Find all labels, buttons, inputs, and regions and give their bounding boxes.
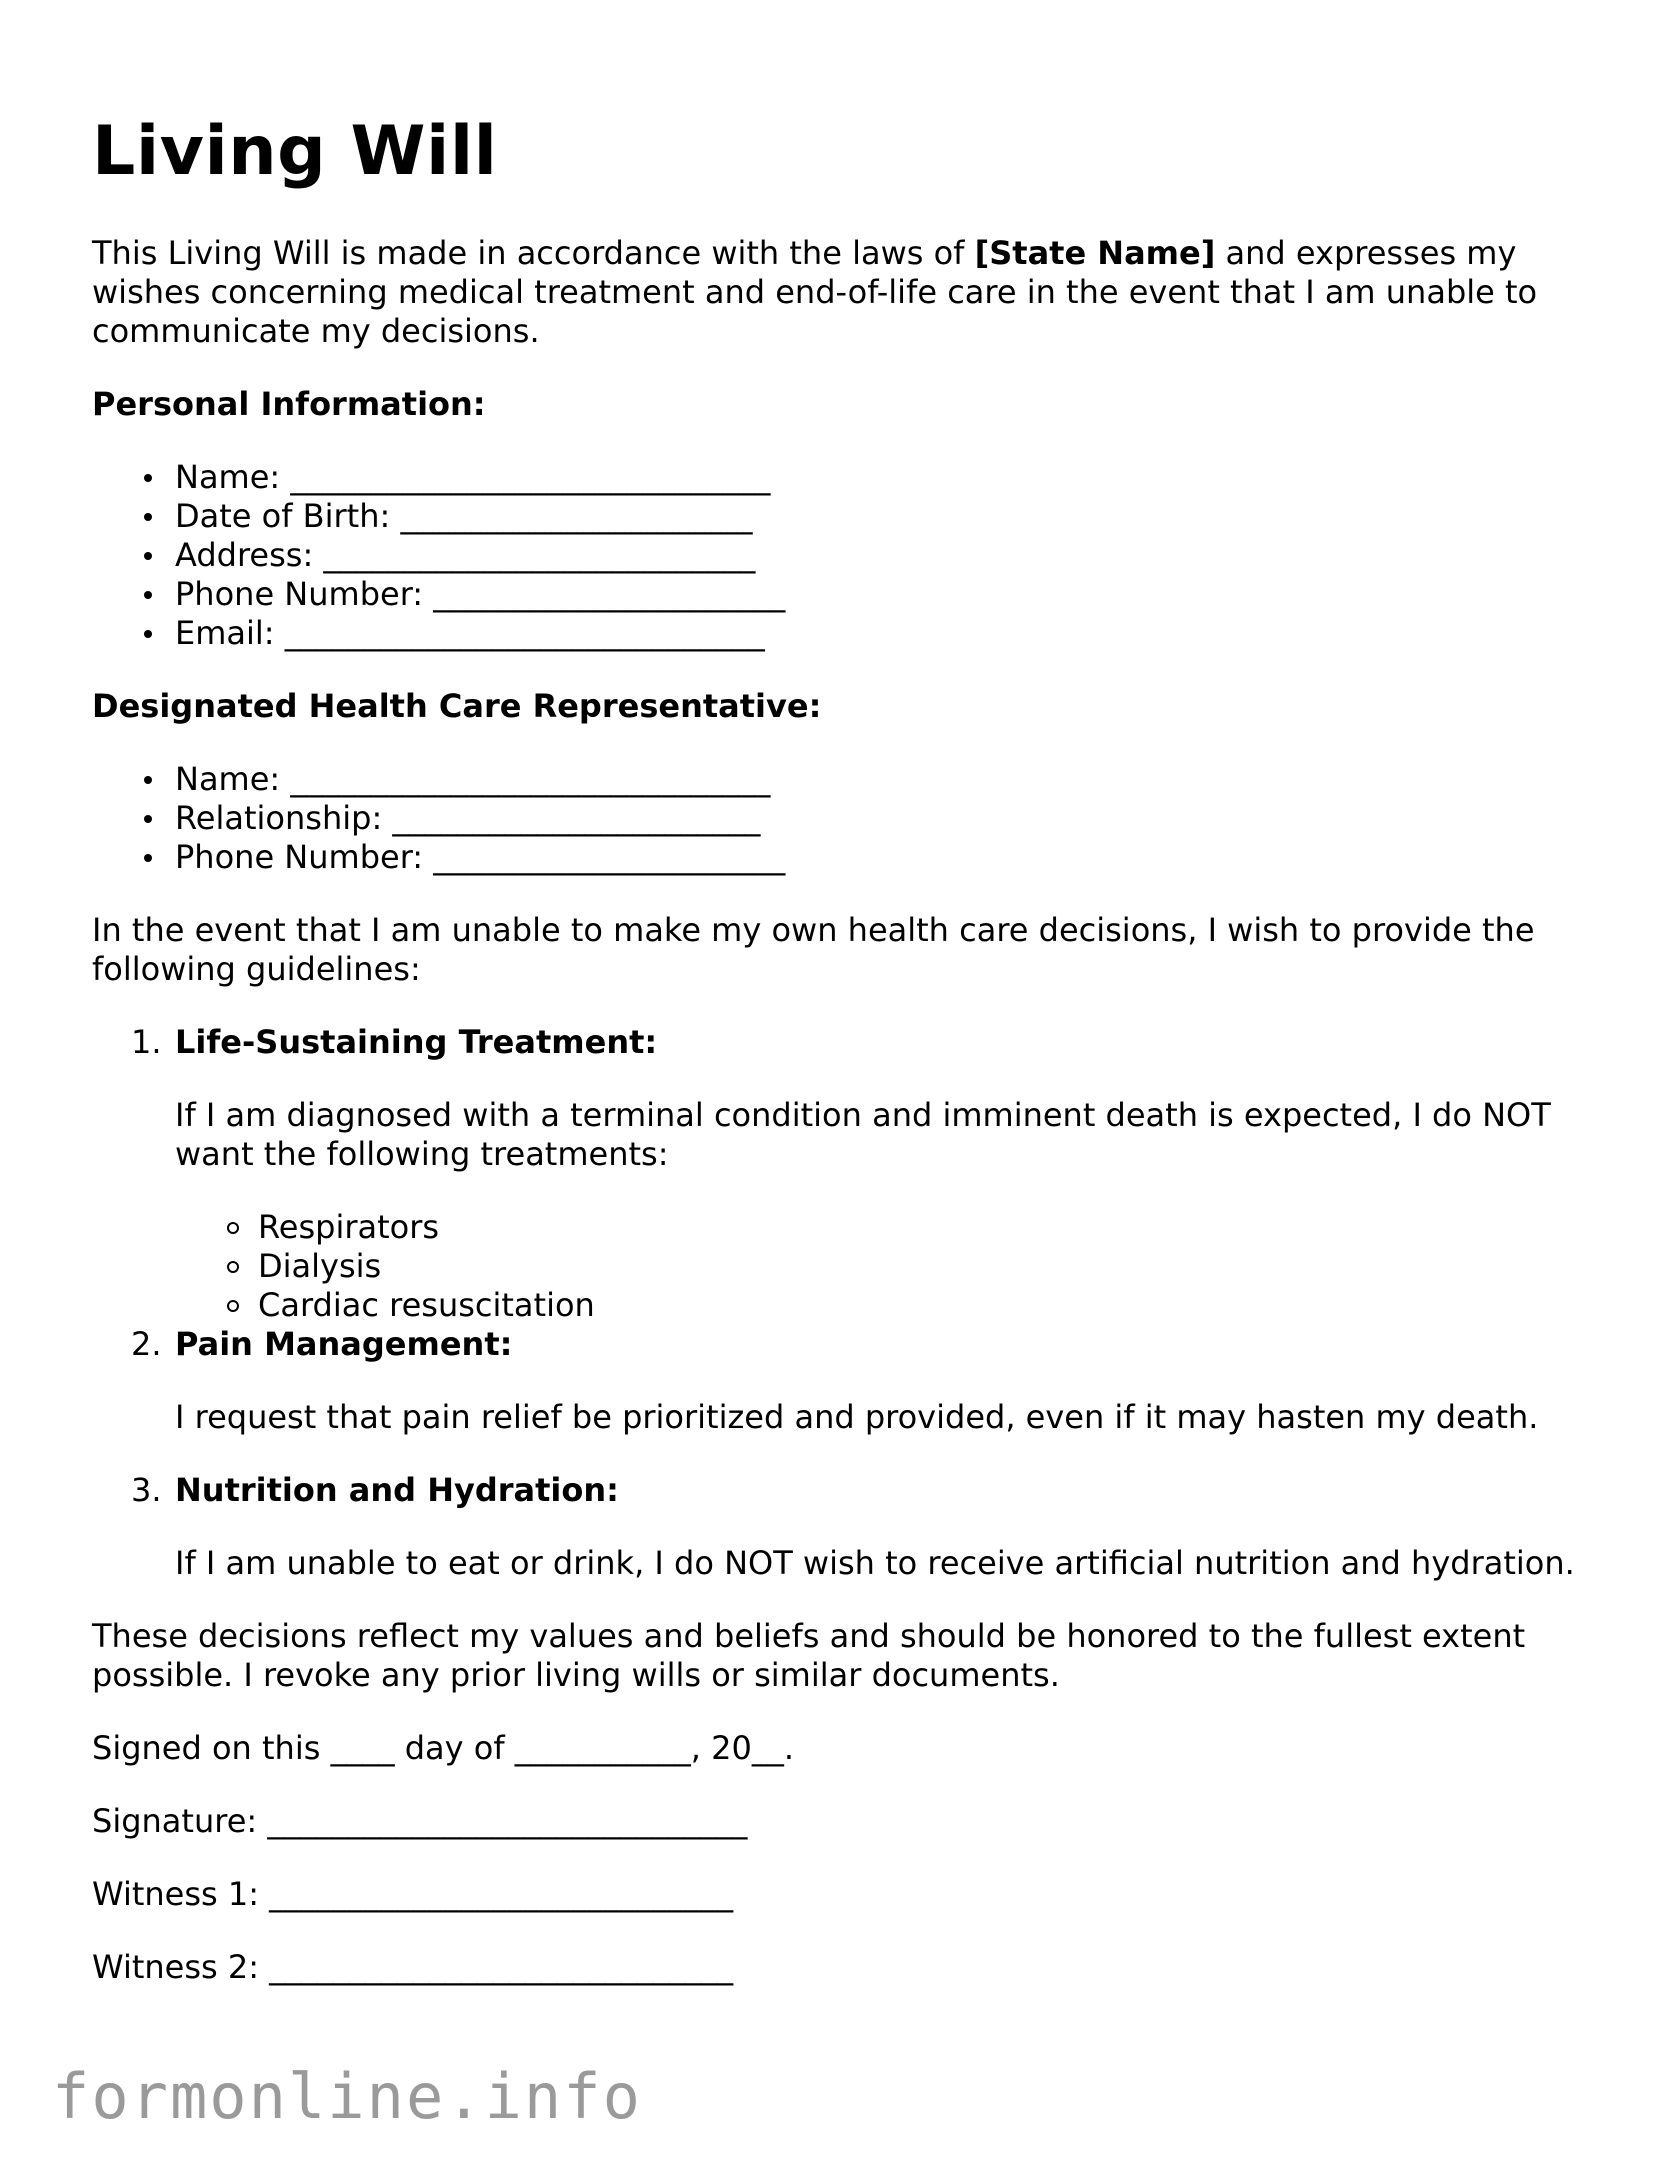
treatment-item: Respirators <box>258 1208 1602 1247</box>
personal-dob-field: Date of Birth: ______________________ <box>175 497 1602 536</box>
guideline-item <box>131 1325 1602 1471</box>
intro-text-end: and expresses my wishes concerning medical treatment and end-of-life care in the event that I am unable to communicate my decisions. <box>92 234 1538 350</box>
signed-date-line: Signed on this ____ day of ___________, 20__. <box>92 1729 795 1767</box>
document-page <box>92 112 1602 1987</box>
guideline-title: Life-Sustaining Treatment: <box>175 1023 658 1061</box>
personal-info-heading: Personal Information: <box>92 385 486 423</box>
guideline-item <box>131 1023 1602 1325</box>
state-name-placeholder: [State Name] <box>974 234 1216 272</box>
watermark: formonline.info <box>52 2060 642 2133</box>
guideline-title: Pain Management: <box>175 1325 513 1363</box>
rep-phone-field: Phone Number: ______________________ <box>175 838 1602 877</box>
personal-address-field: Address: ___________________________ <box>175 536 1602 575</box>
witness-2-line: Witness 2: _____________________________ <box>92 1948 734 1986</box>
treatment-sublist <box>175 1208 1602 1325</box>
guideline-text: If I am unable to eat or drink, I do NOT wish to receive artificial nutrition and hydration. <box>175 1544 1575 1582</box>
guideline-item <box>131 1471 1602 1583</box>
rep-name-field: Name: ______________________________ <box>175 760 1602 799</box>
guideline-number: 2. <box>131 1325 162 1363</box>
guideline-number: 1. <box>131 1023 162 1061</box>
treatment-item: Cardiac resuscitation <box>258 1286 1602 1325</box>
personal-phone-field: Phone Number: ______________________ <box>175 575 1602 614</box>
personal-info-list <box>92 458 1602 653</box>
closing-paragraph: These decisions reflect my values and beliefs and should be honored to the fullest extent possible. I revoke any prior living wills or similar documents. <box>92 1617 1526 1694</box>
personal-name-field: Name: ______________________________ <box>175 458 1602 497</box>
intro-text-start: This Living Will is made in accordance with the laws of <box>92 234 975 272</box>
guideline-text: If I am diagnosed with a terminal condition and imminent death is expected, I do NOT want the following treatments: <box>175 1096 1551 1173</box>
guidelines-lead: In the event that I am unable to make my own health care decisions, I wish to provide the following guidelines: <box>92 911 1535 988</box>
document-title: Living Will <box>92 112 498 191</box>
guideline-title: Nutrition and Hydration: <box>175 1471 619 1509</box>
guideline-number: 3. <box>131 1471 162 1509</box>
intro-paragraph <box>92 234 1602 351</box>
rep-relationship-field: Relationship: _______________________ <box>175 799 1602 838</box>
witness-1-line: Witness 1: _____________________________ <box>92 1875 734 1913</box>
guidelines-list <box>92 1023 1602 1583</box>
representative-heading: Designated Health Care Representative: <box>92 687 822 725</box>
representative-list <box>92 760 1602 877</box>
personal-email-field: Email: ______________________________ <box>175 614 1602 653</box>
guideline-text: I request that pain relief be prioritized and provided, even if it may hasten my death. <box>175 1398 1539 1436</box>
treatment-item: Dialysis <box>258 1247 1602 1286</box>
signature-line: Signature: ______________________________ <box>92 1802 748 1840</box>
